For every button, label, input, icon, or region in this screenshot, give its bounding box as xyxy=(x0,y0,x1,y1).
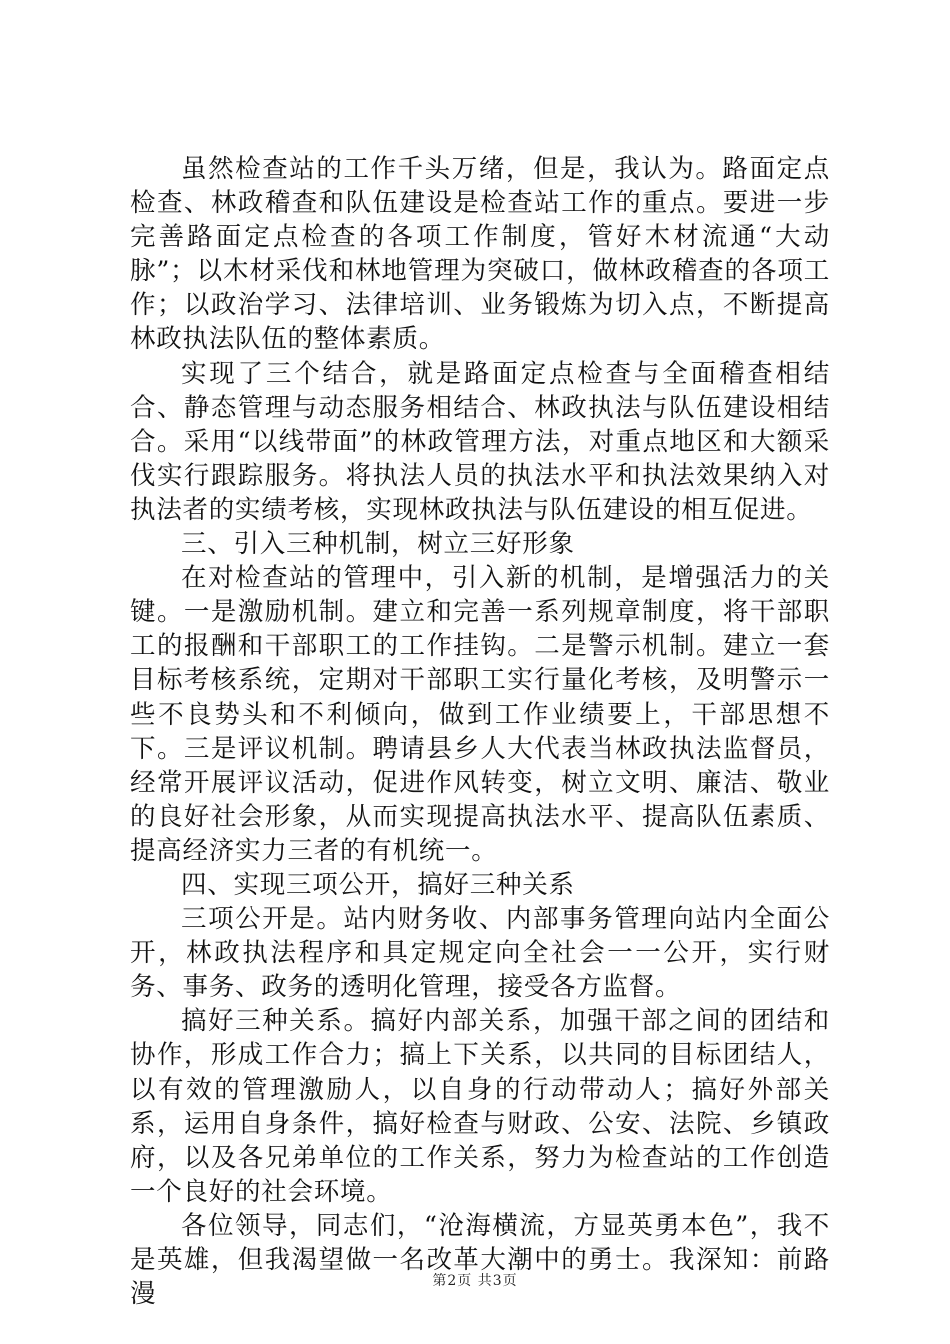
paragraph: 搞好三种关系。搞好内部关系，加强干部之间的团结和协作，形成工作合力；搞上下关系，以共同的目标团结人，以有效的管理激励人，以自身的行动带动人；搞好外部关系，运用自身条件，搞好检查与财政、公安、法院、乡镇政府，以及各兄弟单位的工作关系，努力为检查站的工作创造一个良好的社会环境。 xyxy=(130,1006,830,1207)
section-heading: 三、引入三种机制，树立三好形象 xyxy=(181,529,575,560)
section-heading: 四、实现三项公开，搞好三种关系 xyxy=(181,869,575,900)
paragraph: 三项公开是。站内财务收、内部事务管理向站内全面公开，林政执法程序和具定规定向全社会一一公开，实行财务、事务、政务的透明化管理，接受各方监督。 xyxy=(130,904,830,1003)
page-indicator: 第2页 共3页 xyxy=(432,1273,518,1289)
paragraph: 在对检查站的管理中，引入新的机制，是增强活力的关键。一是激励机制。建立和完善一系列规章制度，将干部职工的报酬和干部职工的工作挂钩。二是警示机制。建立一套目标考核系统，定期对干部职工实行量化考核，及明警示一些不良势头和不利倾向，做到工作业绩要上，干部思想不下。三是评议机制。聘请县乡人大代表当林政执法监督员，经常开展评议活动，促进作风转变，树立文明、廉洁、敬业的良好社会形象，从而实现提高执法水平、提高队伍素质、提高经济实力三者的有机统一。 xyxy=(130,563,830,866)
paragraph: 实现了三个结合，就是路面定点检查与全面稽查相结合、静态管理与动态服务相结合、林政执法与队伍建设相结合。采用“以线带面”的林政管理方法，对重点地区和大额采伐实行跟踪服务。将执法人员的执法水平和执法效果纳入对执法者的实绩考核，实现林政执法与队伍建设的相互促进。 xyxy=(130,358,830,525)
paragraph: 各位领导，同志们，“沧海横流，方显英勇本色”，我不是英雄，但我渴望做一名改革大潮中的勇士。我深知：前路漫 xyxy=(130,1210,830,1310)
page-footer xyxy=(0,1270,950,1290)
paragraph: 虽然检查站的工作千头万绪，但是，我认为。路面定点检查、林政稽查和队伍建设是检查站工作的重点。要进一步完善路面定点检查的各项工作制度，管好木材流通“大动脉”；以木材采伐和林地管理为突破口，做林政稽查的各项工作；以政治学习、法律培训、业务锻炼为切入点，不断提高林政执法队伍的整体素质。 xyxy=(130,154,830,355)
document-body xyxy=(130,152,830,1311)
